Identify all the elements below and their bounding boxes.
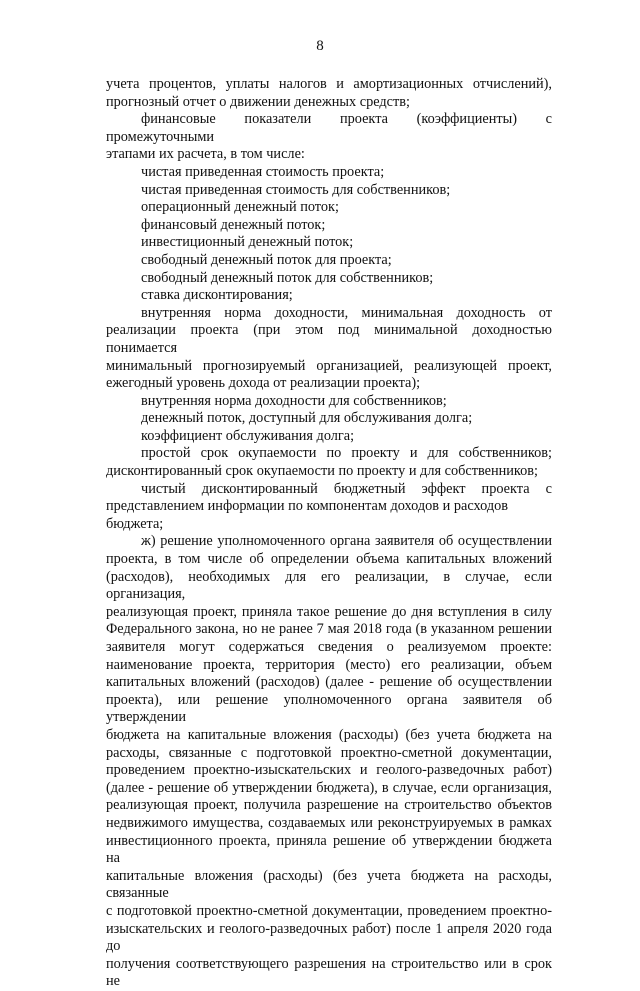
text-line: капитальных вложений (расходов) (далее - решение об осуществлении	[106, 674, 552, 691]
text-line: ежегодный уровень дохода от реализации проекта);	[106, 375, 421, 392]
text-line: наименование проекта, территория (место) его реализации, объем	[106, 656, 552, 673]
body-text	[106, 76, 552, 991]
text-line: недвижимого имущества, создаваемых или реконструируемых в рамках	[106, 814, 552, 831]
text-line: реализующая проект, приняла такое решение до дня вступления в силу	[106, 603, 552, 620]
text-line: денежный поток, доступный для обслуживания долга;	[141, 410, 473, 427]
text-line: реализующая проект, получила разрешение на строительство объектов	[106, 797, 552, 814]
page-number: 8	[316, 38, 324, 54]
text-line: прогнозный отчет о движении денежных средств;	[106, 93, 410, 110]
text-line: с подготовкой проектно-сметной документации, проведением проектно-	[106, 902, 552, 919]
text-line: коэффициент обслуживания долга;	[141, 427, 355, 444]
text-line: реализации проекта (при этом под минимальной доходностью понимается	[106, 322, 552, 356]
text-line: внутренняя норма доходности, минимальная доходность от	[141, 304, 552, 321]
text-line: простой срок окупаемости по проекту и для собственников;	[141, 445, 552, 462]
text-line: чистый дисконтированный бюджетный эффект проекта с	[141, 480, 552, 497]
text-line: получения соответствующего разрешения на строительство или в срок не	[106, 955, 552, 990]
text-line: представлением информации по компонентам доходов и расходов бюджета;	[106, 498, 509, 532]
text-line: инвестиционный денежный поток;	[141, 234, 354, 251]
text-line: проекта), или решение уполномоченного органа заявителя об утверждении	[106, 691, 552, 726]
text-line: чистая приведенная стоимость для собственников;	[141, 181, 451, 198]
text-line: ставка дисконтирования;	[141, 287, 293, 304]
text-line: бюджета на капитальные вложения (расходы) (без учета бюджета на	[106, 726, 552, 743]
text-line: капитальные вложения (расходы) (без учета бюджета на расходы, связанные	[106, 867, 552, 902]
text-line: финансовые показатели проекта (коэффициенты) с промежуточными	[106, 111, 552, 145]
text-line: финансовый денежный поток;	[141, 216, 326, 233]
text-line: Федерального закона, но не ранее 7 мая 2018 года (в указанном решении	[106, 621, 552, 638]
text-line: внутренняя норма доходности для собственников;	[141, 392, 447, 409]
text-line: (далее - решение об утверждении бюджета), в случае, если организация,	[106, 779, 552, 796]
text-line: проведением проектно-изыскательских и геолого-разведочных работ)	[106, 762, 552, 779]
text-line: чистая приведенная стоимость проекта;	[141, 163, 385, 180]
text-line: заявителя могут содержаться сведения о реализуемом проекте:	[106, 639, 552, 655]
text-line: свободный денежный поток для проекта;	[141, 251, 392, 268]
text-line: операционный денежный поток;	[141, 199, 339, 216]
text-line: проекта, в том числе об определении объема капитальных вложений	[106, 551, 552, 568]
text-line: изыскательских и геолого-разведочных работ) после 1 апреля 2020 года до	[106, 920, 552, 955]
text-line: ж) решение уполномоченного органа заявителя об осуществлении	[141, 533, 552, 550]
text-line: минимальный прогнозируемый организацией, реализующей проект,	[106, 357, 552, 374]
text-line: свободный денежный поток для собственников;	[141, 269, 434, 286]
text-line: этапами их расчета, в том числе:	[106, 146, 305, 163]
text-line: расходы, связанные с подготовкой проектно-сметной документации,	[106, 744, 552, 761]
text-line: дисконтированный срок окупаемости по проекту и для собственников;	[106, 463, 539, 480]
text-line: инвестиционного проекта, приняла решение об утверждении бюджета на	[106, 832, 552, 867]
text-line: учета процентов, уплаты налогов и амортизационных отчислений),	[106, 76, 552, 92]
text-line: (расходов), необходимых для его реализации, в случае, если организация,	[106, 568, 552, 603]
